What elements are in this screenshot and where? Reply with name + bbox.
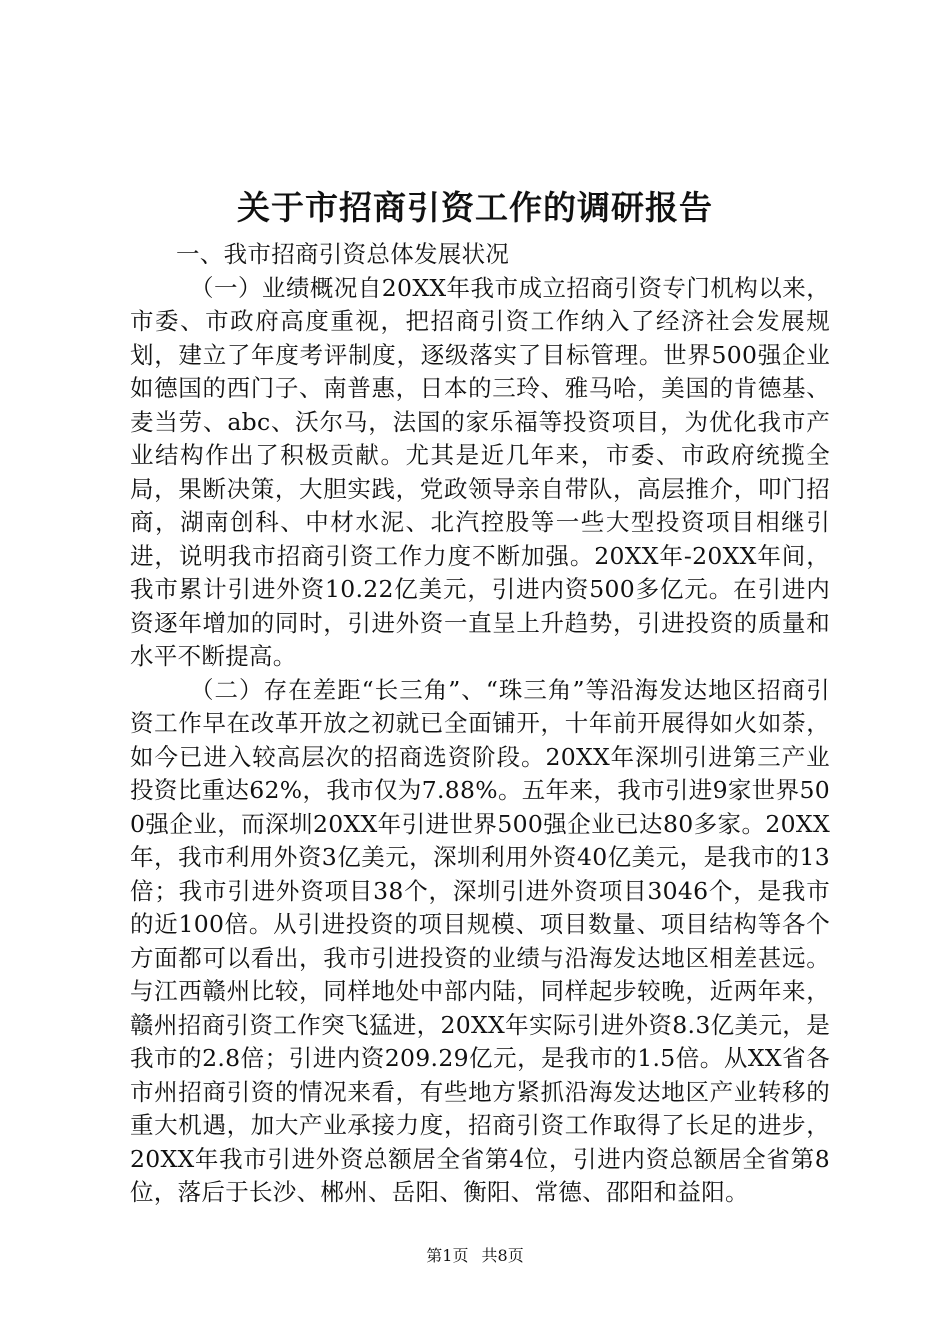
page-count: 共8页 [481, 1246, 524, 1265]
page-number: 第1页 [426, 1246, 469, 1265]
page-footer [0, 1244, 950, 1268]
paragraph-performance-overview: （一）业绩概况自20XX年我市成立招商引资专门机构以来，市委、市政府高度重视，把招商引资工作纳入了经济社会发展规划，建立了年度考评制度，逐级落实了目标管理。世界500强企业如德国的西门子、南普惠，日本的三玲、雅马哈，美国的肯德基、麦当劳、abc、沃尔马，法国的家乐福等投资项目，为优化我市产业结构作出了积极贡献。尤其是近几年来，市委、市政府统揽全局，果断决策，大胆实践，党政领导亲自带队，高层推介，叩门招商，湖南创科、中材水泥、北汽控股等一些大型投资项目相继引进，说明我市招商引资工作力度不断加强。20XX年-20XX年间，我市累计引进外资10.22亿美元，引进内资500多亿元。在引进内资逐年增加的同时，引进外资一直呈上升趋势，引进投资的质量和水平不断提高。 [130, 273, 830, 670]
section-heading: 一、我市招商引资总体发展状况 [176, 240, 510, 268]
document-body [130, 238, 830, 1210]
paragraph-existing-gaps: （二）存在差距“长三角”、“珠三角”等沿海发达地区招商引资工作早在改革开放之初就已全面铺开，十年前开展得如火如荼，如今已进入较高层次的招商选资阶段。20XX年深圳引进第三产业投资比重达62%，我市仅为7.88%。五年来，我市引进9家世界500强企业，而深圳20XX年引进世界500强企业已达80多家。20XX年，我市利用外资3亿美元，深圳利用外资40亿美元，是我市的13倍；我市引进外资项目38个，深圳引进外资项目3046个，是我市的近100倍。从引进投资的项目规模、项目数量、项目结构等各个方面都可以看出，我市引进投资的业绩与沿海发达地区相差甚远。与江西赣州比较，同样地处中部内陆，同样起步较晚，近两年来，赣州招商引资工作突飞猛进，20XX年实际引进外资8.3亿美元，是我市的2.8倍；引进内资209.29亿元，是我市的1.5倍。从XX省各市州招商引资的情况来看，有些地方紧抓沿海发达地区产业转移的重大机遇，加大产业承接力度，招商引资工作取得了长足的进步，20XX年我市引进外资总额居全省第4位，引进内资总额居全省第8位，落后于长沙、郴州、岳阳、衡阳、常德、邵阳和益阳。 [130, 675, 830, 1206]
document-title: 关于市招商引资工作的调研报告 [237, 188, 713, 227]
